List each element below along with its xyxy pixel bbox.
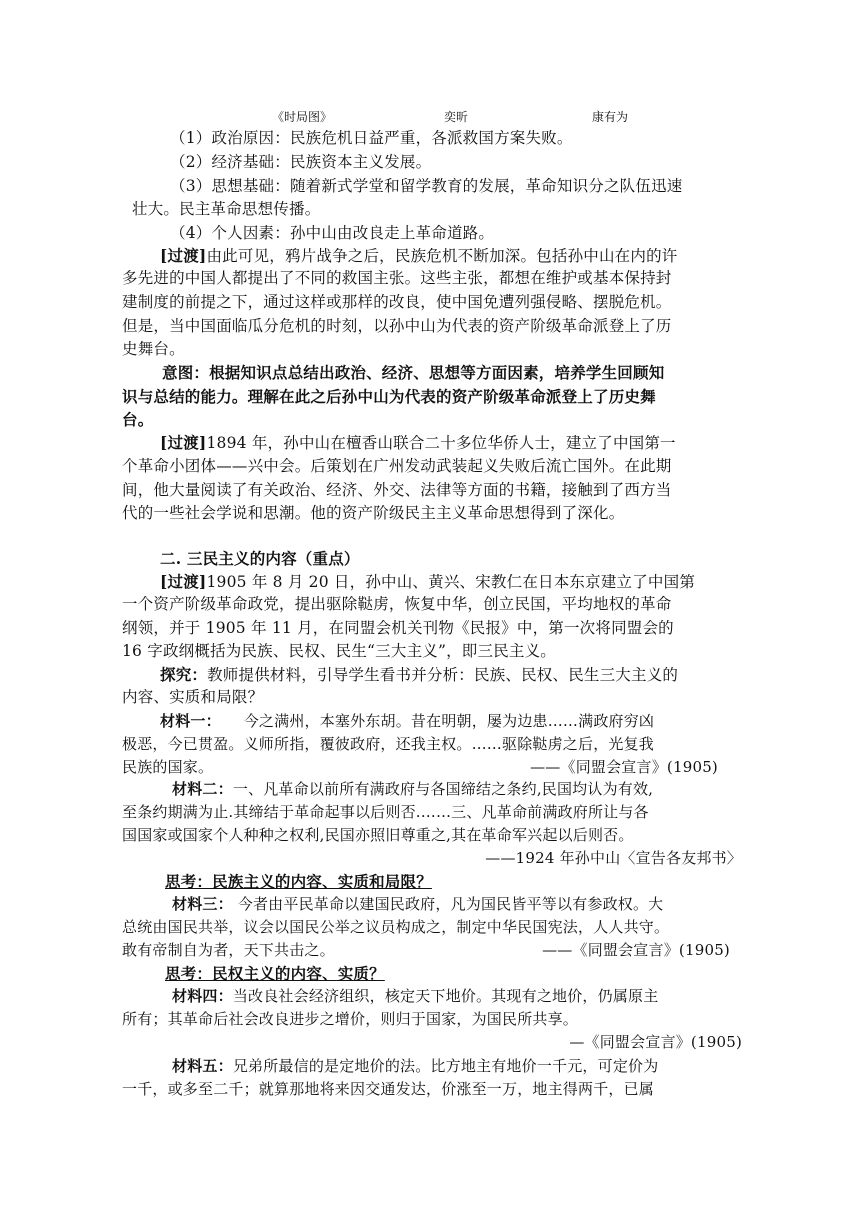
intent-line: 识与总结的能力。理解在此之后孙中山为代表的资产阶级革命派登上了历史舞 [122,387,656,406]
material-text: 兄弟所最信的是定地价的法。比方地主有地价一千元，可定价为 [232,1057,659,1075]
material-text: 今之满州，本塞外东胡。昔在明朝，屡为边患……满政府穷凶 [213,712,655,730]
transition-paragraph-2 [160,431,780,455]
material-2 [172,778,792,801]
intent-line: 台。 [122,410,154,429]
think-question: 思考：民权主义的内容、实质？ [165,964,385,983]
transition-text: 由此可见，鸦片战争之后，民族危机不断加深。包括孙中山在内的许 [206,247,678,265]
material-line: 民族的国家。 [122,758,214,776]
material-text: 今者由平民革命以建国民政府，凡为国民皆平等以有参政权。大 [232,895,664,913]
transition-text: 1894 年，孙中山在檀香山联合二十多位华侨人士，建立了中国第一 [206,434,676,452]
paragraph-line: 代的一些社会学说和思潮。他的资产阶级民主主义革命思想得到了深化。 [122,504,625,522]
paragraph-line: 间，他大量阅读了有关政治、经济、外交、法律等方面的书籍，接触到了西方当 [122,481,672,499]
transition-text: 1905 年 8 月 20 日，孙中山、黄兴、宋教仁在日本东京建立了中国第 [206,573,696,591]
reason-economic: （2）经济基础：民族资本主义发展。 [170,153,432,171]
material-1 [160,710,780,733]
material-text: 当改良社会经济组织，核定天下地价。其现有之地价，仍属原主 [232,987,659,1005]
paragraph-line: 内容、实质和局限？ [122,688,264,706]
caption-kang-youwei: 康有为 [592,110,629,124]
material-tag: 材料五： [172,1057,233,1075]
paragraph-line: 16 字政纲概括为民族、民权、民生“三大主义”，即三民主义。 [122,642,557,660]
material-line: 总统由国民共举，议会以国民公举之议员构成之，制定中华民国宪法，人人共守。 [122,918,670,936]
paragraph-line: 纲领，并于 1905 年 11 月，在同盟会机关刊物《民报》中，第一次将同盟会的 [122,619,674,637]
material-tag: 材料三： [172,895,233,913]
image-captions [0,108,860,128]
paragraph-line: 一个资产阶级革命政党，提出驱除鞑虏，恢复中华，创立民国，平均地权的革命 [122,595,672,613]
paragraph-line: 史舞台。 [122,340,185,358]
transition-tag: [过渡] [160,433,207,452]
material-line: 一千，或多至二千；就算那地将来因交通发达，价涨至一万，地主得两千，已属 [122,1080,655,1098]
transition-tag: [过渡] [160,246,207,265]
paragraph-line: 建制度的前提之下，通过这样或那样的改良，使中国免遭列强侵略、摆脱危机。 [122,293,672,311]
transition-paragraph-1 [160,244,780,268]
reason-ideological: （3）思想基础：随着新式学堂和留学教育的发展，革命知识分之队伍迅速 [170,177,683,195]
transition-paragraph-3 [160,570,780,594]
caption-yixin: 奕昕 [444,110,469,124]
think-question: 思考：民族主义的内容、实质和局限？ [165,872,432,891]
material-line: 国国家或国家个人种种之权利,民国亦照旧尊重之,其在革命军兴起以后则否。 [122,826,634,844]
material-source: ——《同盟会宣言》(1905) [530,758,718,776]
reason-political: （1）政治原因：民族危机日益严重，各派救国方案失败。 [170,129,573,147]
material-tag: 材料四： [172,987,233,1005]
material-source: ——1924 年孙中山〈宣告各友邦书〉 [485,849,742,867]
material-text: 一、凡革命以前所有满政府与各国缔结之条约,民国均认为有效, [232,780,654,798]
caption-shiju-map: 《时局图》 [272,110,333,124]
explore-text: 教师提供材料，引导学生看书并分析：民族、民权、民生三大主义的 [207,666,679,684]
material-line: 极恶，今已贯盈。义师所指，覆彼政府，还我主权。……驱除鞑虏之后，光复我 [122,735,655,753]
material-line: 敢有帝制自为者，天下共击之。 [122,941,335,959]
paragraph-line: 但是，当中国面临瓜分危机的时刻，以孙中山为代表的资产阶级革命派登上了历 [122,317,672,335]
paragraph-line: 多先进的中国人都提出了不同的救国主张。这些主张，都想在维护或基本保持封 [122,269,672,287]
material-line: 至条约期满为止.其缔结于革命起事以后则否.……三、凡革命前满政府所让与各 [122,803,649,821]
reason-personal: （4）个人因素：孙中山由改良走上革命道路。 [170,224,495,242]
explore-paragraph [160,663,780,687]
transition-tag: [过渡] [160,572,207,591]
explore-tag: 探究： [160,665,208,684]
material-source: ——《同盟会宣言》(1905) [542,941,730,959]
material-4 [172,985,792,1008]
paragraph-line: 个革命小团体——兴中会。后策划在广州发动武装起义失败后流亡国外。在此期 [122,457,672,475]
intent-line: 意图：根据知识点总结出政治、经济、思想等方面因素，培养学生回顾知 [162,363,665,382]
reason-ideological-cont: 壮大。民主革命思想传播。 [132,200,321,218]
material-tag: 材料二： [172,780,233,798]
section-heading: 二. 三民主义的内容（重点） [160,549,360,568]
material-3 [172,893,792,916]
material-5 [172,1055,792,1078]
material-tag: 材料一： [160,712,214,730]
material-line: 所有；其革命后社会改良进步之增价，则归于国家，为国民所共享。 [122,1010,579,1028]
material-source: —《同盟会宣言》(1905) [569,1033,742,1051]
